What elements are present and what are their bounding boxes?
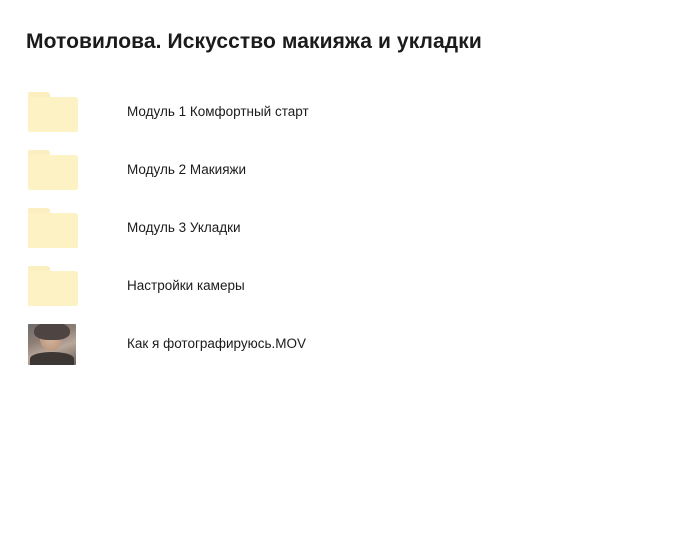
folder-icon-body [28, 213, 78, 248]
file-thumbnail[interactable] [28, 322, 80, 366]
file-thumbnail[interactable] [28, 90, 80, 134]
folder-icon [28, 266, 78, 306]
folder-icon [28, 208, 78, 248]
file-thumbnail[interactable] [28, 206, 80, 250]
video-thumbnail-shoulders [30, 352, 74, 365]
folder-icon [28, 92, 78, 132]
video-thumbnail-hair [34, 324, 70, 340]
file-thumbnail[interactable] [28, 264, 80, 308]
list-item[interactable] [24, 257, 672, 315]
folder-icon-body [28, 155, 78, 190]
file-name[interactable]: Модуль 1 Комфортный старт [127, 104, 309, 120]
file-name[interactable]: Настройки камеры [127, 278, 245, 294]
list-item[interactable] [24, 199, 672, 257]
file-name[interactable]: Модуль 2 Макияжи [127, 162, 247, 178]
folder-icon-body [28, 271, 78, 306]
file-name[interactable]: Модуль 3 Укладки [127, 220, 241, 236]
video-thumbnail-icon [28, 324, 76, 365]
list-item[interactable] [24, 141, 672, 199]
page-title: Мотовилова. Искусство макияжа и укладки [26, 30, 482, 53]
list-item[interactable] [24, 315, 672, 373]
list-item[interactable] [24, 83, 672, 141]
file-list [24, 83, 672, 373]
folder-icon-body [28, 97, 78, 132]
file-name[interactable]: Как я фотографируюсь.MOV [127, 336, 307, 352]
file-thumbnail[interactable] [28, 148, 80, 192]
folder-icon [28, 150, 78, 190]
